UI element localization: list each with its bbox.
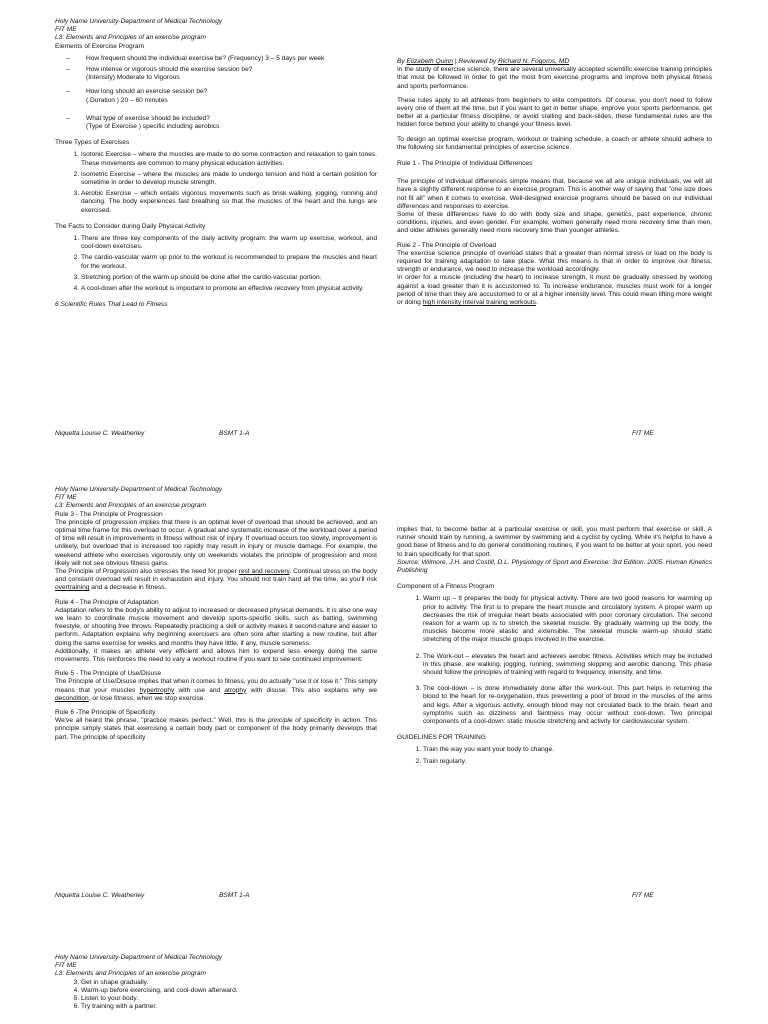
rule5-title: Rule 5 - The Principle of Use/Disuse [55,670,162,678]
header-university: Holy Name University-Department of Medical Technology [55,954,223,961]
footer-name: Niquetta Louise C. Weatherley [55,892,145,899]
footer-fit: FIT ME [632,892,654,899]
header-university: Holy Name University-Department of Medical Technology [55,486,223,493]
facts-heading: The Facts to Consider during Daily Physical Activity [55,222,206,230]
hypertrophy-link[interactable]: hypertrophy [139,686,175,694]
source-citation: Source: Wilmore, J.H. and Costill, D.L. Physiology of Sport and Exercise: 3rd Edition. 2005. Human Kinetics Publishing [397,558,712,575]
fact-item: 2. The cardio-vascular warm up prior to the workout is recommended to prepare the muscles and heart for the workout. [81,254,377,270]
decondition-link[interactable]: decondition [55,694,89,702]
rule2-text2: In order for a muscle (including the heart) to increase strength, it must be gradually stressed by working against a load greater than it is accustomed to. To increase endurance, muscles must work for a longer period of time than they are accustomed to or at a higher intensity level. This could mean lifting more weight or doing high intensity interval training workouts. [397,274,712,307]
types-list [55,151,377,214]
questions-list [55,55,377,131]
facts-list [55,235,377,293]
rule6-text: We've all heard the phrase, "practice makes perfect." Well, this is the principle of specificity in action. This principle simply states that exercising a certain body part or component of the body primarily develops that part. The principle of specificity [55,717,377,741]
rule1-text2: Some of these differences have to do with body size and shape, genetics, past experience, chronic conditions, injuries, and even gender. For example, women generally need more recovery time than men, and older athletes generally need more recovery time than younger athletes. [397,211,712,235]
rule2-text: The exercise science principle of overload states that a greater than normal stress or load on the body is required for training adaptation to take place. What this means is that in order to improve our fitness, strength or endurance, we need to increase the workload accordingly. [397,249,712,274]
fact-item: 1. There are three key components of the daily activity program: the warm up exercise, workout, and cool-down exercises. [81,235,377,251]
header-lesson: L3: Elements and Principles of an exercise program [55,502,206,510]
intro-paragraph: In the study of exercise science, there are several universally accepted scientific exercise training principles that must be followed in order to get the most from exercise programs and improve both physical fitness and sports performance. [397,66,712,90]
question-item: – How frequent should the individual exercise be? (Frequency) 3 – 5 days per week [66,55,377,63]
guidelines-continued-list [55,979,377,1012]
header-lesson: L3: Elements and Principles of an exercise program [55,970,206,978]
fact-item: 3. Stretching portion of the warm up should be done after the cardio-vascular portion. [81,274,377,282]
rule1-title: Rule 1 - The Principle of Individual Differences [397,160,533,168]
components-heading: Component of a Fitness Program [397,583,495,591]
component-item: 1. Warm up – It prepares the body for physical activity. There are two good reasons for warming up prior to activity. The first is to prepare the heart muscle and circulatory system. A proper warm up decreases the risk of irregular heart beats associated with poor coronary circulation. The second reason for a warm up is to stretch the skeletal muscle. By gradually warming up the body, the muscles become more elastic and extensible. The skeletal muscle warm-up should static stretching of the major muscle groups involved in the exercise. [423,595,712,644]
footer-fit: FIT ME [632,430,654,437]
header-lesson: L3: Elements and Principles of an exercise program [55,34,206,42]
page-3 [0,954,768,1024]
overtraining-link[interactable]: overtraining [55,584,90,592]
design-paragraph: To design an optimal exercise program, workout or training schedule, a coach or athlete should adhere to the following six fundamental principles of exercise science. [397,135,712,151]
rule4-text: Adaptation refers to the body's ability to adjust to increased or decreased physical demands. It is also one way we learn to coordinate muscle movement and develop sports-specific skills, such as batting, swimming freestyle, or shooting free throws. Repeatedly practicing a skill or activity makes it second-nature and easier to perform. Adaptation explains why beginning exercisers are often sore after starting a new routine, but after doing the same exercise for weeks and months they have little, if any, muscle soreness. [55,606,377,647]
rule3-title: Rule 3 - The Principle of Progression [55,510,163,518]
type-item: 2. Isometric Exercise – where the muscles are made to undergo tension and hold a certain position for sometime in order to develop muscle strength. [81,171,377,187]
guidelines-heading: GUIDELINES FOR TRAINING [397,734,486,742]
footer-name: Niquetta Louise C. Weatherley [55,430,145,437]
elements-title: Elements of Exercise Program [55,42,145,50]
rules-apply-paragraph: These rules apply to all athletes from beginners to elite competitors. Of course, you don't need to follow every one of them all the time, but if you want to get in better shape, improve your sports performance, get better at a particular fitness discipline, or avoid stalling and back-slides, these fundamental rules are the hidden force behind your ability to change your fitness level. [397,96,712,129]
type-item: 3. Aerobic Exercise – which entails vigorous movements such as brisk walking, jogging, running and dancing. The body experiences fast breathing so that the muscles of the heart and the lungs are exercised. [81,190,377,215]
guideline-item: 2. Train regularly. [423,758,712,766]
question-item: – How long should an exercise session be? ( Duration ) 20 – 60 minutes [66,88,377,104]
reviewer-link[interactable]: Richard N. Fogoros, MD [498,58,570,65]
page-1 [0,18,768,498]
header-course: FIT ME [55,494,77,502]
guideline-item: 4. Warm-up before exercising, and cool-down afterward. [81,987,377,995]
types-heading: Three Types of Exercises [55,139,130,147]
rule1-text: The principle of individual differences simple means that, because we all are unique individuals, we will all have a slightly different response to an exercise program. This is another way of saying that "one size does not fit all" when it comes to exercise. Well-designed exercise programs should be based on our individual differences and responses to exercise. [397,178,712,210]
question-item: – What type of exercise should be included? (Type of Exercise ) specific including aerobics [66,115,377,131]
hiit-link[interactable]: high intensity interval training workouts [422,299,536,307]
component-item: 2. The Work-out – elevates the heart and achieves aerobic fitness. Activities which may be included in this phase, are walking, jogging, running, swimming skipping and aerobic dancing. This phase should follow the principles of training with regard to frequency, intensity, and time. [423,653,712,678]
footer-section: BSMT 1-A [219,430,250,437]
specificity-continuation: implies that, to become better at a particular exercise or skill, you must perform that exercise or skill. A runner should train by running, a swimmer by swimming and a cyclist by cycling. While it's helpful to have a good base of fitness and to do general conditioning routines, if you want to be better at your sport, you need to train specifically for that sport. [397,526,712,558]
atrophy-link[interactable]: atrophy [224,686,247,694]
header-university: Holy Name University-Department of Medical Technology [55,18,223,25]
rule4-text2: Additionally, it makes an athlete very efficient and allows him to expend less energy doing the same movements. This reinforces the need to vary a workout routine if you want to see continued improvement. [55,647,377,664]
footer-section: BSMT 1-A [219,892,250,899]
rules-line: 6 Scientific Rules That Lead to Fitness [55,301,168,309]
page-1-left-column [55,18,377,309]
fact-item: 4. A cool-down after the workout is important to promote an effective recovery from physical activity. [81,285,377,293]
page-2 [0,486,768,966]
page-1-right-column [397,58,712,307]
guideline-item: 3. Get in shape gradually. [81,979,377,987]
guideline-item: 6. Try training with a partner. [81,1003,377,1011]
page-3-left-column [55,954,377,1017]
rest-recovery-link[interactable]: rest and recovery [238,568,290,576]
question-item: – How intense or vigorous should the exercise session be? (Intensity) Moderate to Vigorous [66,66,377,82]
author-link[interactable]: Elizabeth Quinn [406,58,454,65]
rule4-title: Rule 4 - The Principle of Adaptation [55,598,159,606]
header-course: FIT ME [55,962,77,970]
page-2-left-column [55,486,377,742]
rule3-text: The principle of progression implies that there is an optimal level of overload that should be achieved, and an optimal time frame for this overload to occur. A gradual and systematic increase of the workload over a period of time will result in improvements in fitness without risk of injury. If overload occurs too slowly, improvement is unlikely, but overload that is increased too rapidly may result in injury or muscle damage. For example, the weekend athlete who exercises vigorously only on weekends violates the principle of progression and most likely will not see obvious fitness gains. [55,518,377,567]
page-2-right-column [397,526,712,772]
component-item: 3. The cool-down – is done immediately done after the work-out. This part helps in returning the blood to the heart for re-oxygenation, thus preventing a pool of blood in the muscles of the arms and legs. After a vigorous activity, enough blood may not circulated back to the brain, heart and symptoms such as dizziness and faintness may occur without cool-down. Two principal components of a cool-down: static muscle stretching and activity for cardiovascular system. [423,685,712,726]
rule6-title: Rule 6 -The Principle of Specificity [55,709,156,717]
header-course: FIT ME [55,26,77,34]
components-list [397,595,712,726]
type-item: 1. Isotonic Exercise – where the muscles are made to do some contraction and relaxation to gain tones. These movements are common to many physical education activities. [81,151,377,167]
rule3-text2: The Principle of Progression also stresses the need for proper rest and recovery. Continual stress on the body and constant overload will result in exhaustion and injury. You should not train hard all the time, as you'll risk overtraining and a decrease in fitness. [55,568,377,592]
rule2-title: Rule 2 - The Principle of Overload [397,241,497,249]
guideline-item: 1. Train the way you want your body to change. [423,746,712,754]
guideline-item: 5. Listen to your body. [81,995,377,1003]
byline: By Elizabeth Quinn | Reviewed by Richard N. Fogoros, MD [397,58,570,65]
rule5-text: The Principle of Use/Disuse implies that when it comes to fitness, you do actually "use it or lose it." This simply means that your muscles hypertrophy with use and atrophy with disuse. This also explains why we decondition, or lose fitness, when we stop exercise. [55,678,377,702]
guidelines-list [397,746,712,765]
